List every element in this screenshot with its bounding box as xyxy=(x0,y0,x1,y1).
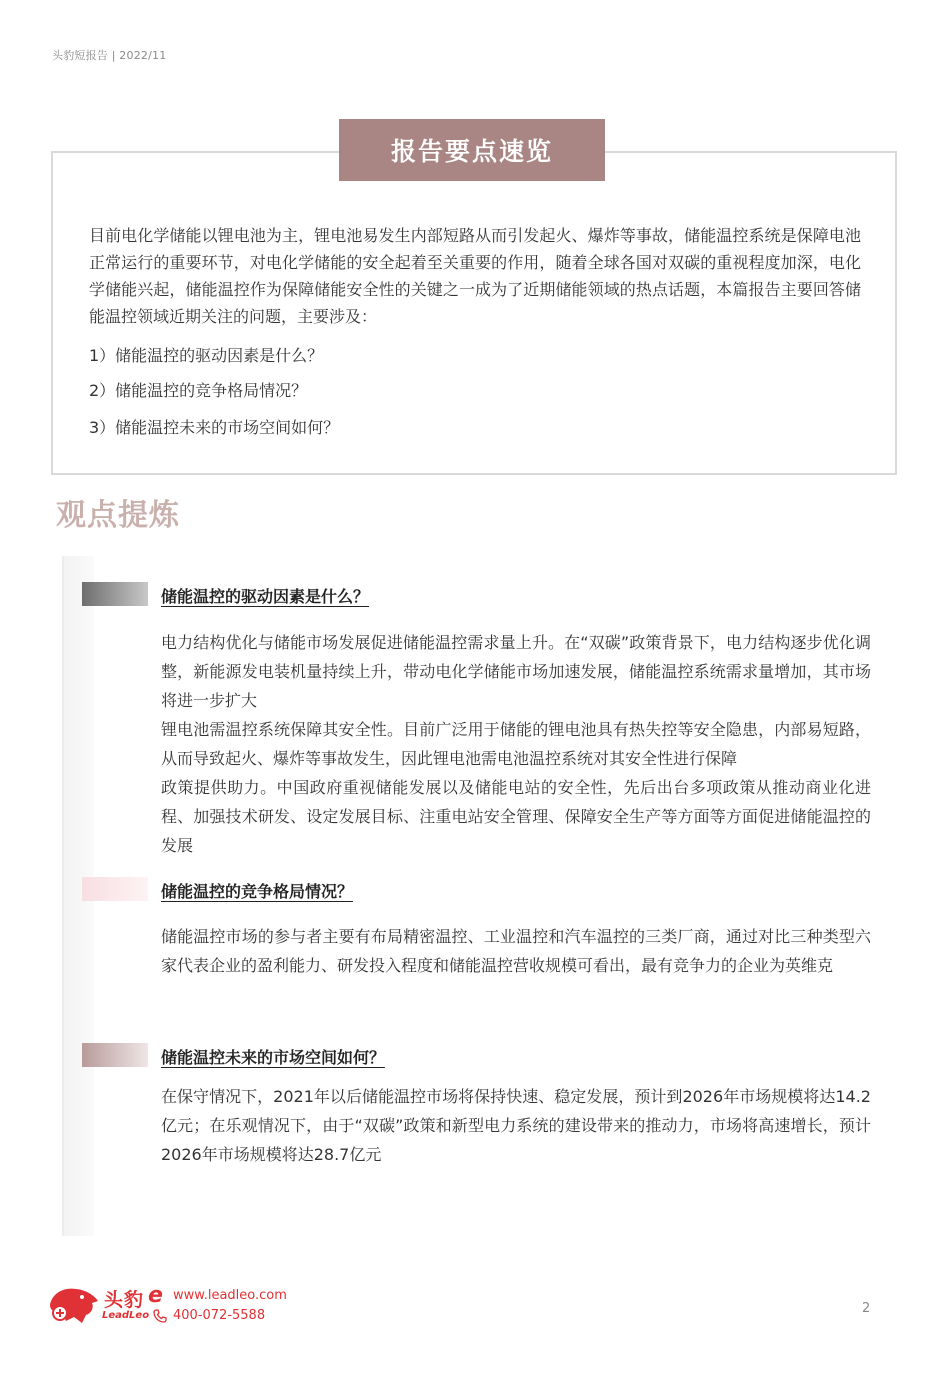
summary-question-3: 3）储能温控未来的市场空间如何？ xyxy=(89,418,340,437)
footer-phone: 400-072-5588 xyxy=(173,1308,266,1323)
key-point-title-1: 储能温控的驱动因素是什么？ xyxy=(161,587,370,606)
footer-website-link[interactable]: www.leadleo.com xyxy=(173,1288,287,1303)
key-point-1-paragraph-1: 电力结构优化与储能市场发展促进储能温控需求量上升。在“双碳”政策背景下，电力结构逐步优化调整，新能源发电装机量持续上升，带动电化学储能市场加速发展，储能温控系统需求量增加，其市场将进一步扩大 xyxy=(161,633,871,710)
report-header: 头豹短报告 | 2022/11 xyxy=(52,49,167,62)
key-point-1-paragraph-3: 政策提供助力。中国政府重视储能发展以及储能电站的安全性，先后出台多项政策从推动商业化进程、加强技术研发、设定发展目标、注重电站安全管理、保障安全生产等方面等方面促进储能温控的发展 xyxy=(161,778,871,855)
key-point-title-2: 储能温控的竞争格局情况？ xyxy=(161,882,354,901)
key-point-body-2 xyxy=(161,922,871,980)
footer-brand-cn: 头豹 xyxy=(104,1289,145,1311)
section-title: 观点提炼 xyxy=(56,498,180,533)
key-point-body-3 xyxy=(161,1082,871,1169)
key-point-3-paragraph-1: 在保守情况下，2021年以后储能温控市场将保持快速、稳定发展，预计到2026年市场规模将达14.2亿元；在乐观情况下，由于“双碳”政策和新型电力系统的建设带来的推动力，市场将高速增长，预计2026年市场规模将达28.7亿元 xyxy=(161,1087,871,1164)
page-number: 2 xyxy=(862,1301,871,1316)
footer-brand-en: LeadLeo xyxy=(102,1310,150,1321)
key-point-title-3: 储能温控未来的市场空间如何？ xyxy=(161,1048,386,1067)
key-point-body-1 xyxy=(161,628,871,860)
key-point-marker-3 xyxy=(82,1043,148,1067)
key-point-1-paragraph-2: 锂电池需温控系统保障其安全性。目前广泛用于储能的锂电池具有热失控等安全隐患，内部易短路，从而导致起火、爆炸等事故发生，因此锂电池需电池温控系统对其安全性进行保障 xyxy=(161,720,871,768)
footer-e-mark: e xyxy=(148,1283,163,1308)
phone-icon xyxy=(152,1308,168,1324)
key-point-marker-1 xyxy=(82,582,148,606)
summary-intro: 目前电化学储能以锂电池为主，锂电池易发生内部短路从而引发起火、爆炸等事故，储能温控系统是保障电池正常运行的重要环节，对电化学储能的安全起着至关重要的作用，随着全球各国对双碳的重视程度加深，电化学储能兴起，储能温控作为保障储能安全性的关键之一成为了近期储能领域的热点话题，本篇报告主要回答储能温控领域近期关注的问题，主要涉及： xyxy=(89,226,861,326)
summary-question-2: 2）储能温控的竞争格局情况？ xyxy=(89,381,308,400)
key-point-marker-2 xyxy=(82,877,148,901)
summary-title: 报告要点速览 xyxy=(339,119,605,181)
key-point-2-paragraph-1: 储能温控市场的参与者主要有布局精密温控、工业温控和汽车温控的三类厂商，通过对比三种类型六家代表企业的盈利能力、研发投入程度和储能温控营收规模可看出，最有竞争力的企业为英维克 xyxy=(161,927,871,975)
summary-question-1: 1）储能温控的驱动因素是什么？ xyxy=(89,346,324,365)
leadleo-leopard-logo-icon xyxy=(46,1283,102,1325)
